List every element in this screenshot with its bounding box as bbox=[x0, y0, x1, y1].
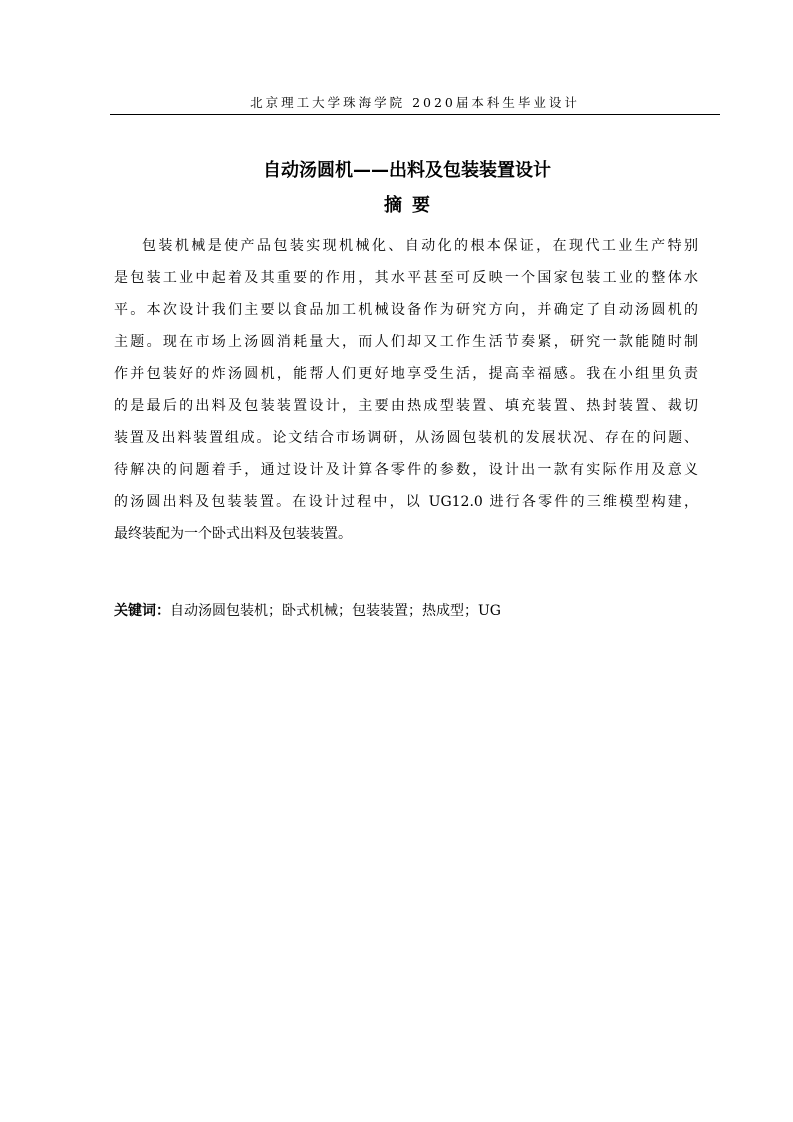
abstract-line: 作并包装好的炸汤圆机，能帮人们更好地享受生活，提高幸福感。我在小组里负责 bbox=[114, 366, 698, 382]
abstract-body bbox=[114, 230, 698, 550]
keywords-label: 关键词： bbox=[114, 603, 170, 619]
abstract-line: 装置及出料装置组成。论文结合市场调研，从汤圆包装机的发展状况、存在的问题、 bbox=[114, 430, 698, 446]
document-title: 自动汤圆机——出料及包装装置设计 bbox=[263, 160, 551, 181]
abstract-line: 的是最后的出料及包装装置设计，主要由热成型装置、填充装置、热封装置、裁切 bbox=[114, 398, 698, 414]
abstract-line: 待解决的问题着手，通过设计及计算各零件的参数，设计出一款有实际作用及意义 bbox=[114, 462, 698, 478]
keywords-value: 自动汤圆包装机；卧式机械；包装装置；热成型；UG bbox=[170, 603, 501, 619]
abstract-heading: 摘要 bbox=[384, 195, 440, 216]
keywords-line bbox=[114, 595, 501, 627]
abstract-line: 最终装配为一个卧式出料及包装装置。 bbox=[114, 526, 352, 542]
abstract-line: 平。本次设计我们主要以食品加工机械设备作为研究方向，并确定了自动汤圆机的 bbox=[114, 302, 698, 318]
abstract-line: 包装机械是使产品包装实现机械化、自动化的根本保证，在现代工业生产特别 bbox=[142, 238, 698, 254]
abstract-line: 主题。现在市场上汤圆消耗量大，而人们却又工作生活节奏紧，研究一款能随时制 bbox=[114, 334, 698, 350]
abstract-line: 是包装工业中起着及其重要的作用，其水平甚至可反映一个国家包装工业的整体水 bbox=[114, 270, 698, 286]
page-header: 北京理工大学珠海学院 2020届本科生毕业设计 bbox=[110, 92, 720, 115]
abstract-line: 的汤圆出料及包装装置。在设计过程中，以 UG12.0 进行各零件的三维模型构建， bbox=[114, 494, 698, 510]
